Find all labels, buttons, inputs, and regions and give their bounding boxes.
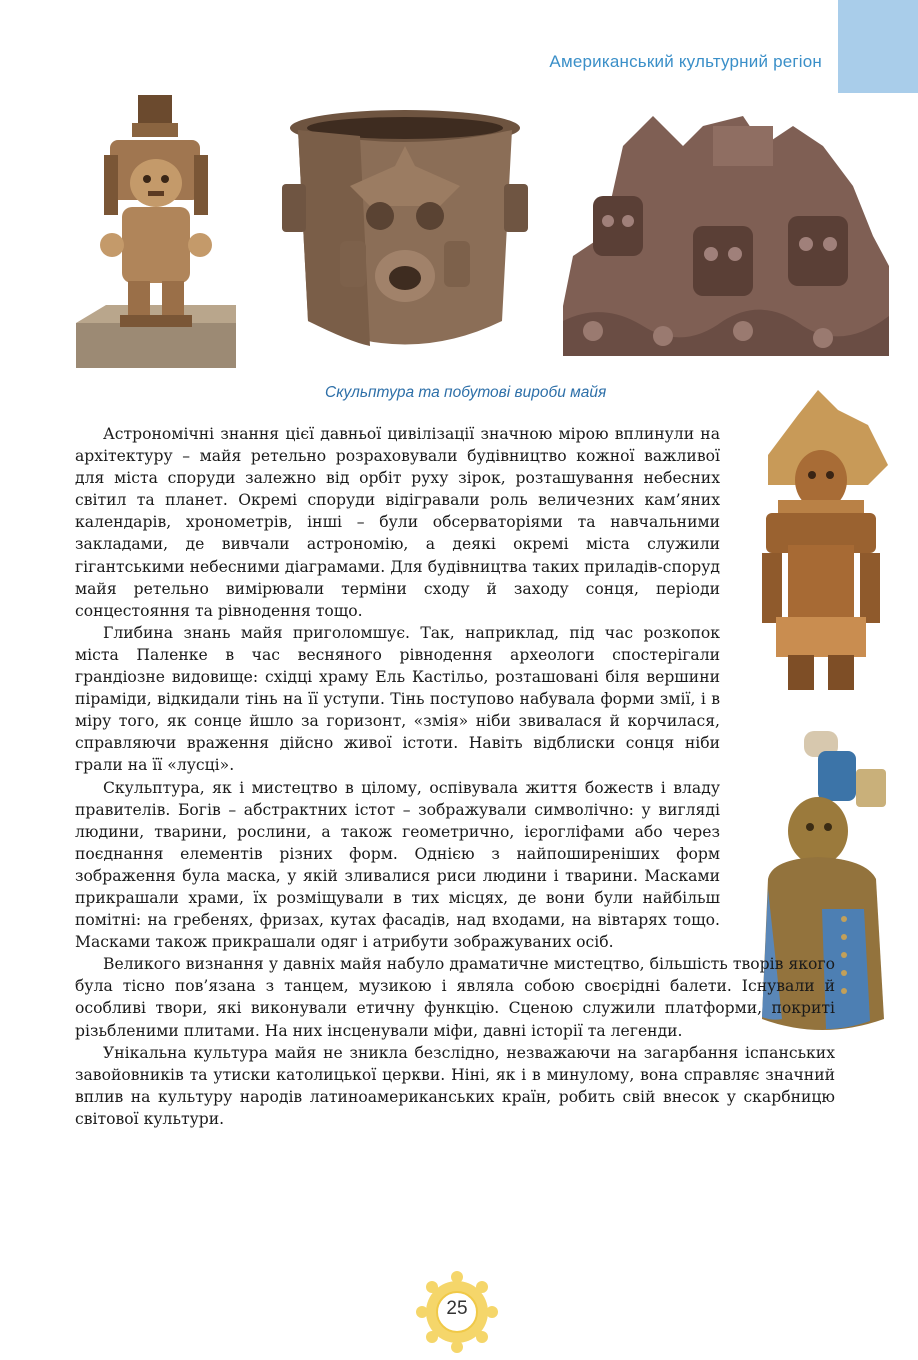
maya-face-urn-photo (280, 106, 530, 368)
paragraph-sculpture: Скульптура, як і мистецтво в цілому, оспівувала життя божеств і владу правителів. Богів – абстрактних істот – зображували символічно: у вигляді людини, тварини, рослини, а також геометрично, ієрогліфами або через поєднання елементів різних форм. Однією з найпоширеніших форм зображення була маска, у якій зливалися риси людини і тварини. Масками прикрашали храми, їх розміщували в тих місцях, де вони були найбільш помітні: на гребенях, фризах, кутах фасадів, над входами, на вівтарях тощо. Масками також прикрашали одяг і атрибути зображуваних осіб. (75, 778, 720, 952)
paragraph-drama: Великого визнання у давніх майя набуло драматичне мистецтво, більшість творів якого була тісно пов’язана з танцем, музикою і являла собою своєрідні балети. Існували й особливі твори, які виконували етичну функцію. Сценою служили платформи, покриті різьбленими плитами. На них інсценували міфи, давні історії та легенди. (75, 955, 835, 1040)
corner-tab (838, 0, 918, 93)
paragraph-palenque: Глибина знань майя приголомшує. Так, наприклад, під час розкопок міста Паленке в час весняного рівнодення археологи спостерігали грандіозне видовище: східці храму Ель Кастільо, розташовані біля вершини піраміди, відкидали тінь на її уступи. Тінь поступово набувала форми змії, і в міру того, як сонце йшло за горизонт, «змія» ніби звивалася й корчилася, справляючи враження дійсно живої істоти. Навіть відблиски сонця ніби грали на її «лусці». (75, 623, 720, 775)
paragraph-legacy: Унікальна культура майя не зникла безслідно, незважаючи на загарбання іспанських завойовників та утиски католицької церкви. Ніні, як і в минулому, вона справляє значний вплив на культуру народів латиноамериканських країн, робить свій внесок у скарбницю світової культури. (75, 1043, 835, 1128)
running-head: Американський культурний регіон (549, 52, 822, 71)
body-text (75, 423, 835, 1130)
photo-caption: Скульптура та побутові вироби майя (325, 384, 607, 401)
maya-figurine-photo (76, 95, 236, 368)
page-number: 25 (446, 1298, 468, 1319)
maya-seated-figure-photo (748, 385, 894, 690)
paragraph-astronomy: Астрономічні знання цієї давньої цивілізації значною мірою вплинули на архітектуру – майя ретельно розраховували будівництво кожної важливої для міста споруди залежно від орбіт руху зірок, розташування небесних світил та планет. Окремі споруди відігравали роль величезних кам’яних календарів, хронометрів, інші – були обсерваторіями та навчальними закладами, де вивчали астрономію, а деякі окремі міста служили гігантськими небесними діаграмами. Для будівництва таких приладів-споруд майя ретельно вимірювали терміни сходу й заходу сонця, періоди сонцестояння та рівнодення тощо. (75, 425, 720, 620)
maya-mask-relief-photo (563, 106, 889, 368)
